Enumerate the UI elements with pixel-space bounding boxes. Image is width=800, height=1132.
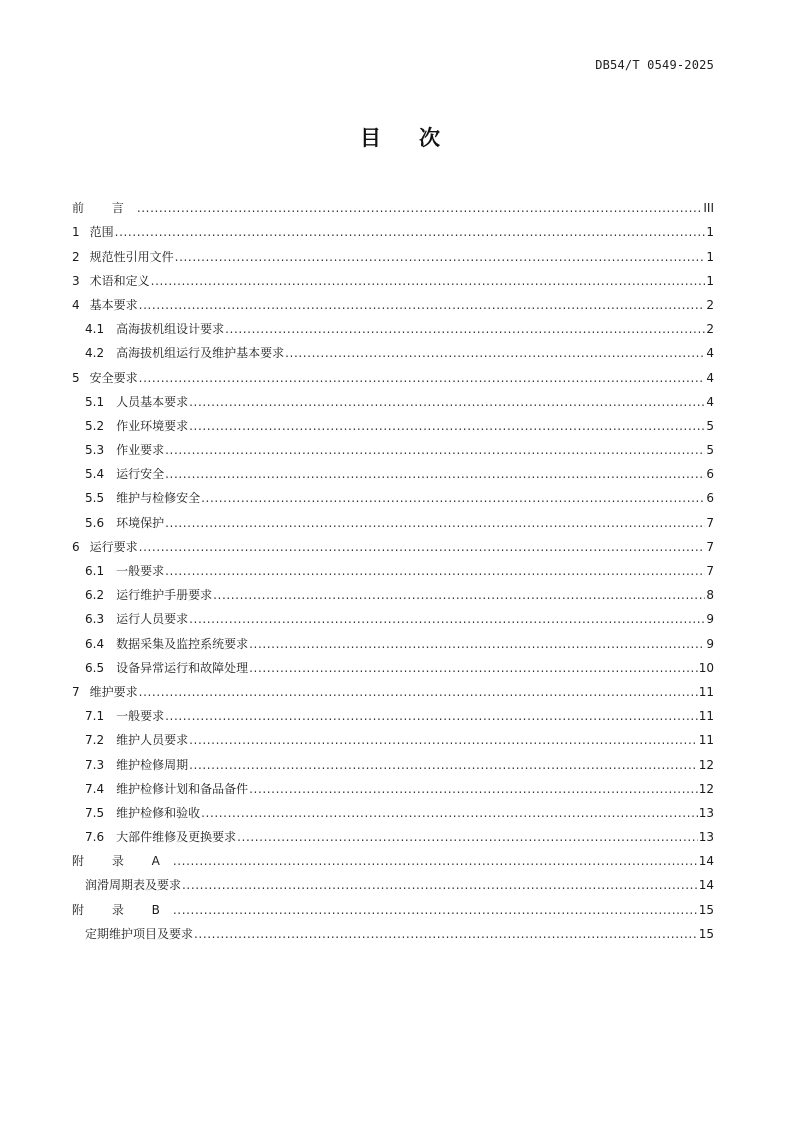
toc-entry-label: 前 言 (72, 201, 136, 216)
toc-entry-number: 6.5 (85, 660, 105, 675)
toc-dot-leader (189, 732, 698, 748)
toc-dot-leader (189, 418, 705, 434)
toc-dot-leader (175, 249, 706, 265)
toc-entry[interactable] (72, 506, 714, 530)
toc-entry-label: 维护检修周期 (116, 757, 189, 772)
toc-entry-page: 14 (698, 854, 714, 869)
toc-dot-leader (165, 466, 705, 482)
toc-entry[interactable] (72, 531, 714, 555)
toc-dot-leader (249, 636, 705, 652)
toc-entry-label: 术语和定义 (89, 273, 150, 288)
toc-entry-label: 人员基本要求 (116, 394, 189, 409)
toc-dot-leader (189, 611, 705, 627)
toc-entry-label: 运行安全 (116, 467, 165, 482)
toc-entry-label: 运行要求 (89, 539, 138, 554)
toc-dot-leader (165, 442, 705, 458)
toc-entry-number: 3 (72, 273, 80, 288)
toc-entry-page: 12 (698, 781, 714, 796)
toc-entry[interactable] (72, 482, 714, 506)
toc-entry-label: 作业要求 (116, 443, 165, 458)
toc-entry[interactable] (72, 458, 714, 482)
toc-entry-label: 作业环境要求 (116, 418, 189, 433)
toc-dot-leader (213, 587, 705, 603)
toc-entry-label: 附 录 A (72, 854, 172, 869)
toc-entry-page: 5 (706, 443, 714, 458)
toc-entry-page: 4 (706, 394, 714, 409)
toc-entry-page: 11 (698, 733, 714, 748)
toc-entry-page: 4 (706, 370, 714, 385)
toc-entry[interactable] (72, 337, 714, 361)
toc-entry-page: 14 (698, 878, 714, 893)
toc-entry-label: 维护检修和验收 (116, 805, 201, 820)
toc-entry[interactable] (72, 313, 714, 337)
toc-entry-page: 15 (698, 926, 714, 941)
toc-entry-page: 6 (706, 467, 714, 482)
toc-entry-number: 5.2 (85, 418, 105, 433)
toc-entry[interactable] (72, 918, 714, 942)
toc-entry-page: 11 (698, 709, 714, 724)
toc-dot-leader (189, 394, 705, 410)
toc-dot-leader (173, 853, 698, 869)
toc-dot-leader (137, 200, 703, 216)
toc-entry[interactable] (72, 434, 714, 458)
toc-entry[interactable] (72, 579, 714, 603)
toc-entry-number: 6.4 (85, 636, 105, 651)
toc-entry-page: 9 (706, 636, 714, 651)
toc-entry[interactable] (72, 821, 714, 845)
toc-entry[interactable] (72, 627, 714, 651)
toc-entry-page: 1 (706, 225, 714, 240)
toc-entry-page: 7 (706, 539, 714, 554)
toc-entry-label: 安全要求 (89, 370, 138, 385)
toc-dot-leader (201, 490, 705, 506)
toc-dot-leader (189, 757, 698, 773)
toc-dot-leader (249, 781, 698, 797)
toc-entry-page: 1 (706, 249, 714, 264)
toc-entry-page: 15 (698, 902, 714, 917)
toc-entry-number: 7.1 (85, 709, 105, 724)
toc-entry-label: 规范性引用文件 (89, 249, 174, 264)
toc-entry-label: 设备异常运行和故障处理 (116, 660, 249, 675)
toc-entry-page: 1 (706, 273, 714, 288)
toc-entry-label: 维护要求 (89, 684, 138, 699)
toc-entry-number: 5.1 (85, 394, 105, 409)
toc-entry[interactable] (72, 216, 714, 240)
toc-dot-leader (173, 902, 698, 918)
toc-entry-number: 4.1 (85, 322, 105, 337)
toc-entry-label: 运行人员要求 (116, 612, 189, 627)
toc-entry[interactable] (72, 676, 714, 700)
toc-entry-page: 9 (706, 612, 714, 627)
toc-entry-number: 7.6 (85, 830, 105, 845)
toc-entry[interactable] (72, 361, 714, 385)
toc-entry-number: 2 (72, 249, 80, 264)
toc-entry-label: 一般要求 (116, 564, 165, 578)
toc-entry[interactable] (72, 845, 714, 869)
toc-entry[interactable] (72, 555, 714, 579)
toc-dot-leader (165, 563, 705, 579)
toc-dot-leader (165, 515, 705, 531)
toc-entry-number: 6 (72, 539, 80, 554)
table-of-contents (72, 192, 714, 942)
toc-entry-number: 7 (72, 684, 80, 699)
toc-entry-label: 维护与检修安全 (116, 491, 201, 506)
toc-entry-number: 6.2 (85, 588, 105, 603)
toc-entry-number: 7.3 (85, 757, 105, 772)
toc-dot-leader (115, 224, 706, 240)
toc-entry-label: 定期维护项目及要求 (85, 926, 194, 941)
toc-entry[interactable] (72, 748, 714, 772)
toc-entry-label: 基本要求 (89, 297, 138, 312)
toc-entry-label: 维护人员要求 (116, 733, 189, 748)
toc-entry-label: 高海拔机组运行及维护基本要求 (116, 346, 285, 361)
toc-entry-label: 数据采集及监控系统要求 (116, 636, 249, 651)
page-title: 目次 (360, 126, 478, 150)
toc-entry-number: 5.5 (85, 491, 105, 506)
toc-entry-label: 运行维护手册要求 (116, 588, 213, 603)
toc-entry-number: 4.2 (85, 346, 105, 361)
toc-dot-leader (237, 829, 698, 845)
toc-entry[interactable] (72, 724, 714, 748)
toc-entry-label: 附 录 B (72, 902, 172, 917)
toc-entry-page: 12 (698, 757, 714, 772)
toc-dot-leader (139, 684, 698, 700)
toc-entry-number: 5.3 (85, 443, 105, 458)
toc-entry-page: 5 (706, 418, 714, 433)
toc-entry-page: 6 (706, 491, 714, 506)
toc-entry-page: 7 (706, 515, 714, 530)
toc-entry[interactable] (72, 240, 714, 264)
toc-entry-number: 6.3 (85, 612, 105, 627)
toc-entry[interactable] (72, 893, 714, 917)
toc-entry[interactable] (72, 289, 714, 313)
toc-entry-page: III (703, 201, 714, 216)
toc-entry-page: 13 (698, 805, 714, 820)
toc-entry-page: 10 (698, 660, 714, 675)
toc-entry-label: 环境保护 (116, 515, 165, 530)
toc-entry[interactable] (72, 700, 714, 724)
toc-entry-page: 2 (706, 322, 714, 337)
toc-entry[interactable] (72, 265, 714, 289)
toc-entry-page: 13 (698, 830, 714, 845)
toc-dot-leader (139, 539, 706, 555)
toc-entry-label: 范围 (89, 225, 114, 240)
toc-entry-page: 11 (698, 684, 714, 699)
toc-dot-leader (225, 321, 705, 337)
toc-entry[interactable] (72, 192, 714, 216)
toc-entry[interactable] (72, 869, 714, 893)
toc-dot-leader (182, 877, 698, 893)
toc-entry[interactable] (72, 797, 714, 821)
toc-dot-leader (139, 297, 706, 313)
toc-entry-number: 6.1 (85, 564, 105, 578)
toc-entry-page: 2 (706, 297, 714, 312)
toc-entry-number: 7.4 (85, 781, 105, 796)
toc-dot-leader (249, 660, 698, 676)
toc-entry-page: 8 (706, 588, 714, 603)
toc-entry[interactable] (72, 652, 714, 676)
toc-entry-label: 一般要求 (116, 709, 165, 724)
toc-entry-label: 大部件维修及更换要求 (116, 830, 237, 845)
toc-entry-number: 4 (72, 297, 80, 312)
toc-entry[interactable] (72, 410, 714, 434)
toc-entry[interactable] (72, 603, 714, 627)
toc-entry-page: 7 (706, 564, 714, 578)
toc-entry-label: 高海拔机组设计要求 (116, 322, 225, 337)
toc-dot-leader (285, 345, 705, 361)
toc-entry-label: 润滑周期表及要求 (85, 878, 182, 893)
toc-entry-number: 1 (72, 225, 80, 240)
toc-dot-leader (139, 370, 706, 386)
toc-entry-page: 4 (706, 346, 714, 361)
toc-entry-number: 7.2 (85, 733, 105, 748)
toc-dot-leader (201, 805, 698, 821)
toc-dot-leader (165, 708, 698, 724)
toc-dot-leader (151, 273, 706, 289)
toc-entry-number: 5 (72, 370, 80, 385)
toc-entry[interactable] (72, 386, 714, 410)
toc-entry-number: 7.5 (85, 805, 105, 820)
toc-entry-number: 5.6 (85, 515, 105, 530)
document-code: DB54/T 0549-2025 (595, 58, 714, 72)
toc-dot-leader (194, 926, 698, 942)
toc-entry[interactable] (72, 773, 714, 797)
toc-entry-number: 5.4 (85, 467, 105, 482)
toc-entry-label: 维护检修计划和备品备件 (116, 781, 249, 796)
